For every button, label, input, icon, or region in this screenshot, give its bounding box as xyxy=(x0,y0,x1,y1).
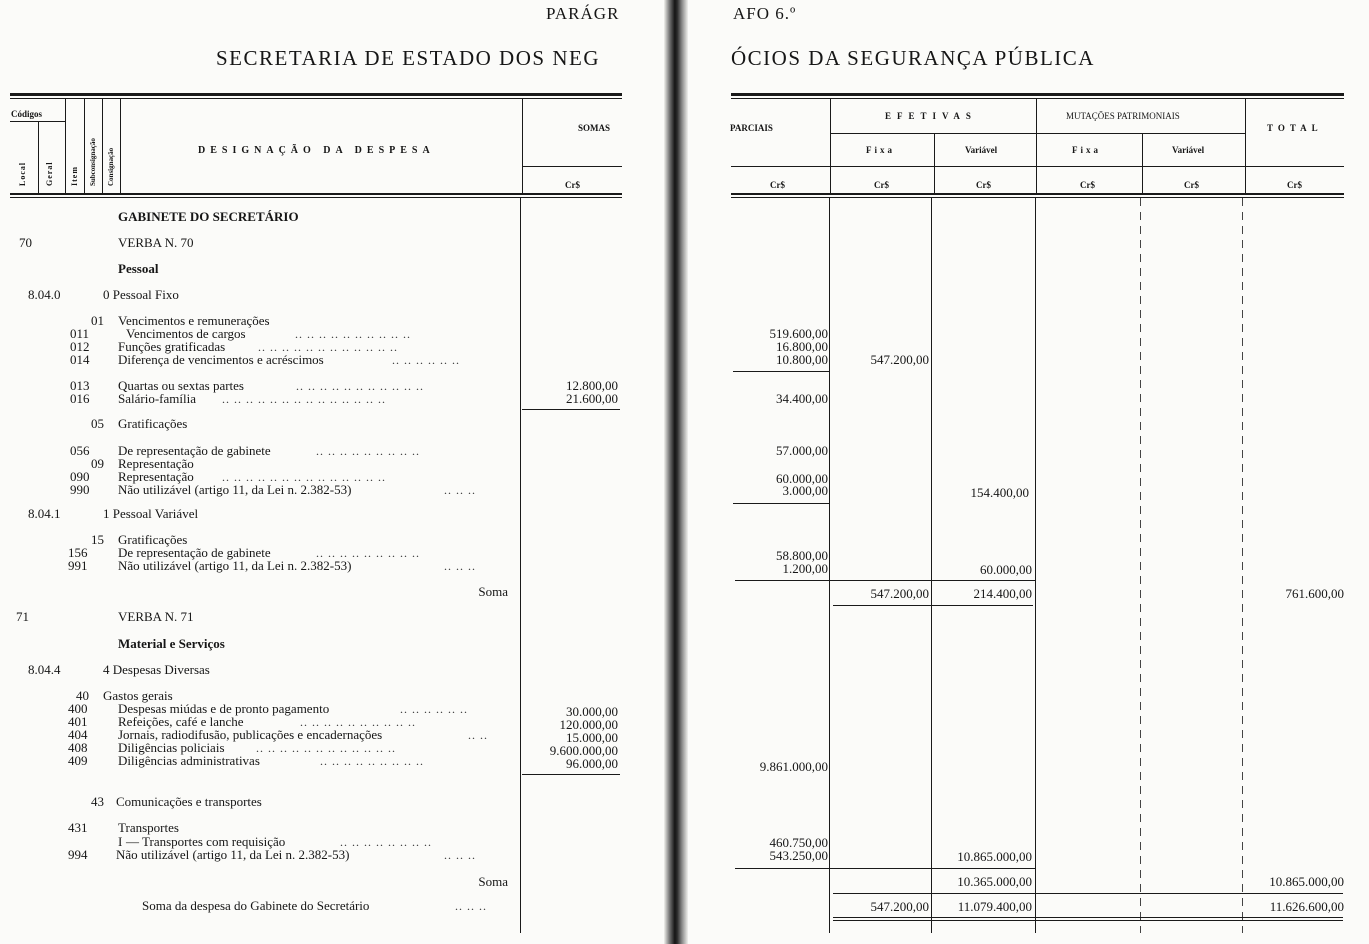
row-code: 400 xyxy=(68,701,88,716)
row-code: 056 xyxy=(70,443,90,458)
col-subconsignacao: Subconsignação xyxy=(89,138,97,186)
row-text: — Transportes com requisição xyxy=(126,834,286,849)
leader-dots: .. .. .. .. .. .. xyxy=(400,702,468,716)
row-code: 401 xyxy=(68,714,88,729)
total-heading: TOTAL xyxy=(1267,123,1323,133)
row-text: Não utilizável (artigo 11, da Lei n. 2.382-53) xyxy=(118,558,352,573)
row-code: 409 xyxy=(68,753,88,768)
row-text: Não utilizável (artigo 11, da Lei n. 2.382-53) xyxy=(118,482,352,497)
row-text: Representação xyxy=(118,469,194,484)
leader-dots: .. .. xyxy=(468,728,488,742)
fixa-heading: Fixa xyxy=(866,145,895,155)
row-code: 15 xyxy=(91,532,104,547)
soma-value: 15.000,00 xyxy=(566,730,618,745)
unit-total: Cr$ xyxy=(1287,180,1302,190)
soma-value: 120.000,00 xyxy=(559,717,618,732)
col-geral: Geral xyxy=(45,161,54,186)
row-text: Transportes xyxy=(118,820,179,835)
row-code: 71 xyxy=(16,609,29,624)
variavel-heading: Variável xyxy=(965,145,998,155)
designacao-heading: DESIGNAÇÃO DA DESPESA xyxy=(198,145,435,156)
soma-value: 9.600.000,00 xyxy=(549,743,618,758)
row-text: Jornais, radiodifusão, publicações e encadernações xyxy=(118,727,383,742)
row-code: 994 xyxy=(68,847,88,862)
row-text: Não utilizável (artigo 11, da Lei n. 2.382-53) xyxy=(116,847,350,862)
row-text: Diligências administrativas xyxy=(118,753,260,768)
parcial-value: 58.800,00 xyxy=(776,548,828,563)
somas-unit: Cr$ xyxy=(565,180,580,190)
col-local: Local xyxy=(18,161,27,186)
row-code: 014 xyxy=(70,352,90,367)
row-text: 1 Pessoal Variável xyxy=(103,506,199,521)
fixa-soma: 547.200,00 xyxy=(870,586,929,601)
unit-fixa: Cr$ xyxy=(874,180,889,190)
row-text: VERBA N. 70 xyxy=(118,235,194,250)
row-text: VERBA N. 71 xyxy=(118,609,194,624)
row-code: 01 xyxy=(91,313,104,328)
total-soma: 10.865.000,00 xyxy=(1269,874,1344,889)
mutacoes-heading: MUTAÇÕES PATRIMONIAIS xyxy=(1066,111,1180,121)
row-code: 404 xyxy=(68,727,88,742)
soma-value: 21.600,00 xyxy=(566,391,618,406)
parcial-value: 1.200,00 xyxy=(782,561,828,576)
book-spine xyxy=(664,0,688,944)
row-code: 43 xyxy=(91,794,104,809)
leader-dots: .. .. .. .. .. .. xyxy=(392,353,460,367)
leader-dots: .. .. .. .. .. .. .. .. .. xyxy=(316,444,420,458)
leader-dots: .. .. .. .. .. .. .. .. .. xyxy=(316,546,420,560)
page-title-right: ÓCIOS DA SEGURANÇA PÚBLICA xyxy=(731,46,1095,70)
row-code: 70 xyxy=(19,235,32,250)
row-text: Gratificações xyxy=(118,532,188,547)
parcial-value: 16.800,00 xyxy=(776,339,828,354)
row-code: 011 xyxy=(70,326,90,341)
row-text: Funções gratificadas xyxy=(118,339,226,354)
soma-value: 96.000,00 xyxy=(566,756,618,771)
row-code: 156 xyxy=(68,545,88,560)
variavel-grand-total: 11.079.400,00 xyxy=(957,899,1032,914)
parcial-value: 519.600,00 xyxy=(769,326,828,341)
row-text: Representação xyxy=(118,456,194,471)
row-text: Despesas miúdas e de pronto pagamento xyxy=(118,701,330,716)
row-code: 016 xyxy=(70,391,90,406)
row-code: 408 xyxy=(68,740,88,755)
variavel-value: 10.865.000,00 xyxy=(957,849,1032,864)
variavel-value: 154.400,00 xyxy=(970,485,1029,500)
leader-dots: .. .. .. .. .. .. .. .. .. xyxy=(320,754,424,768)
row-text: Material e Serviços xyxy=(118,636,225,651)
variavel2-heading: Variável xyxy=(1172,145,1205,155)
row-code: I xyxy=(118,834,123,849)
total-grand-total: 11.626.600,00 xyxy=(1269,899,1344,914)
efetivas-heading: EFETIVAS xyxy=(885,111,977,121)
row-text: 4 Despesas Diversas xyxy=(103,662,210,677)
section-heading: GABINETE DO SECRETÁRIO xyxy=(118,209,299,224)
page-title-left: SECRETARIA DE ESTADO DOS NEG xyxy=(216,46,600,70)
row-code: 8.04.0 xyxy=(28,287,61,302)
running-head-right: AFO 6.º xyxy=(733,4,797,23)
row-code: 991 xyxy=(68,558,88,573)
row-text: Quartas ou sextas partes xyxy=(118,378,244,393)
row-text: De representação de gabinete xyxy=(118,443,271,458)
leader-dots: .. .. .. .. .. .. .. .. .. .. xyxy=(300,715,416,729)
row-text: Comunicações e transportes xyxy=(116,794,262,809)
fixa2-heading: Fixa xyxy=(1072,145,1101,155)
row-text: Salário-família xyxy=(118,391,196,406)
row-text: Vencimentos e remunerações xyxy=(118,313,270,328)
parcial-value: 57.000,00 xyxy=(776,443,828,458)
leader-dots: .. .. .. .. .. .. .. .. .. .. .. .. .. .. xyxy=(222,392,386,406)
row-text: De representação de gabinete xyxy=(118,545,271,560)
unit-variavel: Cr$ xyxy=(976,180,991,190)
variavel-soma: 214.400,00 xyxy=(973,586,1032,601)
row-code: 40 xyxy=(76,688,89,703)
row-code: 990 xyxy=(70,482,90,497)
row-text: Refeições, café e lanche xyxy=(118,714,244,729)
leader-dots: .. .. .. xyxy=(444,483,476,497)
row-code: 05 xyxy=(91,416,104,431)
row-text-soma: Soma xyxy=(478,584,508,599)
soma-value: 30.000,00 xyxy=(566,704,618,719)
row-text: Diligências policiais xyxy=(118,740,225,755)
leader-dots: .. .. .. .. .. .. .. .. .. .. .. .. xyxy=(256,741,396,755)
total-soma: 761.600,00 xyxy=(1285,586,1344,601)
leader-dots: .. .. .. .. .. .. .. .. .. .. .. .. .. .. xyxy=(222,470,386,484)
row-text: Gastos gerais xyxy=(103,688,173,703)
somas-heading: SOMAS xyxy=(578,123,611,133)
variavel-soma: 10.365.000,00 xyxy=(957,874,1032,889)
codigos-label: Códigos xyxy=(11,109,43,119)
row-code: 013 xyxy=(70,378,90,393)
row-code: 8.04.1 xyxy=(28,506,61,521)
col-item: Item xyxy=(70,166,79,186)
unit-parciais: Cr$ xyxy=(770,180,785,190)
leader-dots: .. .. .. .. .. .. .. .. .. .. .. .. xyxy=(258,340,398,354)
leader-dots: .. .. .. xyxy=(444,559,476,573)
leader-dots: .. .. .. .. .. .. .. .. .. .. .. xyxy=(296,379,424,393)
row-code: 8.04.4 xyxy=(28,662,61,677)
row-code: 012 xyxy=(70,339,90,354)
row-text: Pessoal xyxy=(118,261,159,276)
leader-dots: .. .. .. .. .. .. .. .. xyxy=(340,835,432,849)
leader-dots: .. .. .. xyxy=(455,899,487,913)
row-text: 0 Pessoal Fixo xyxy=(103,287,179,302)
parcial-value: 3.000,00 xyxy=(782,483,828,498)
running-head-left: PARÁGR xyxy=(546,4,620,23)
row-code: 09 xyxy=(91,456,104,471)
parcial-value: 9.861.000,00 xyxy=(759,759,828,774)
row-text: Vencimentos de cargos xyxy=(126,326,246,341)
row-text: Gratificações xyxy=(118,416,188,431)
unit-fixa2: Cr$ xyxy=(1080,180,1095,190)
row-code: 090 xyxy=(70,469,90,484)
leader-dots: .. .. .. xyxy=(444,848,476,862)
variavel-value: 60.000,00 xyxy=(980,562,1032,577)
row-text-soma: Soma xyxy=(478,874,508,889)
parcial-value: 10.800,00 xyxy=(776,352,828,367)
parcial-value: 60.000,00 xyxy=(776,471,828,486)
soma-value: 12.800,00 xyxy=(566,378,618,393)
parciais-heading: PARCIAIS xyxy=(730,123,773,133)
parcial-value: 460.750,00 xyxy=(769,835,828,850)
row-text: Diferença de vencimentos e acréscimos xyxy=(118,352,324,367)
parcial-value: 34.400,00 xyxy=(776,391,828,406)
fixa-value: 547.200,00 xyxy=(870,352,929,367)
row-code: 431 xyxy=(68,820,88,835)
col-consignacao: Consignação xyxy=(107,147,115,186)
fixa-grand-total: 547.200,00 xyxy=(870,899,929,914)
parcial-value: 543.250,00 xyxy=(769,848,828,863)
unit-variavel2: Cr$ xyxy=(1184,180,1199,190)
leader-dots: .. .. .. .. .. .. .. .. .. .. xyxy=(295,327,411,341)
row-text-total: Soma da despesa do Gabinete do Secretário xyxy=(142,898,370,913)
